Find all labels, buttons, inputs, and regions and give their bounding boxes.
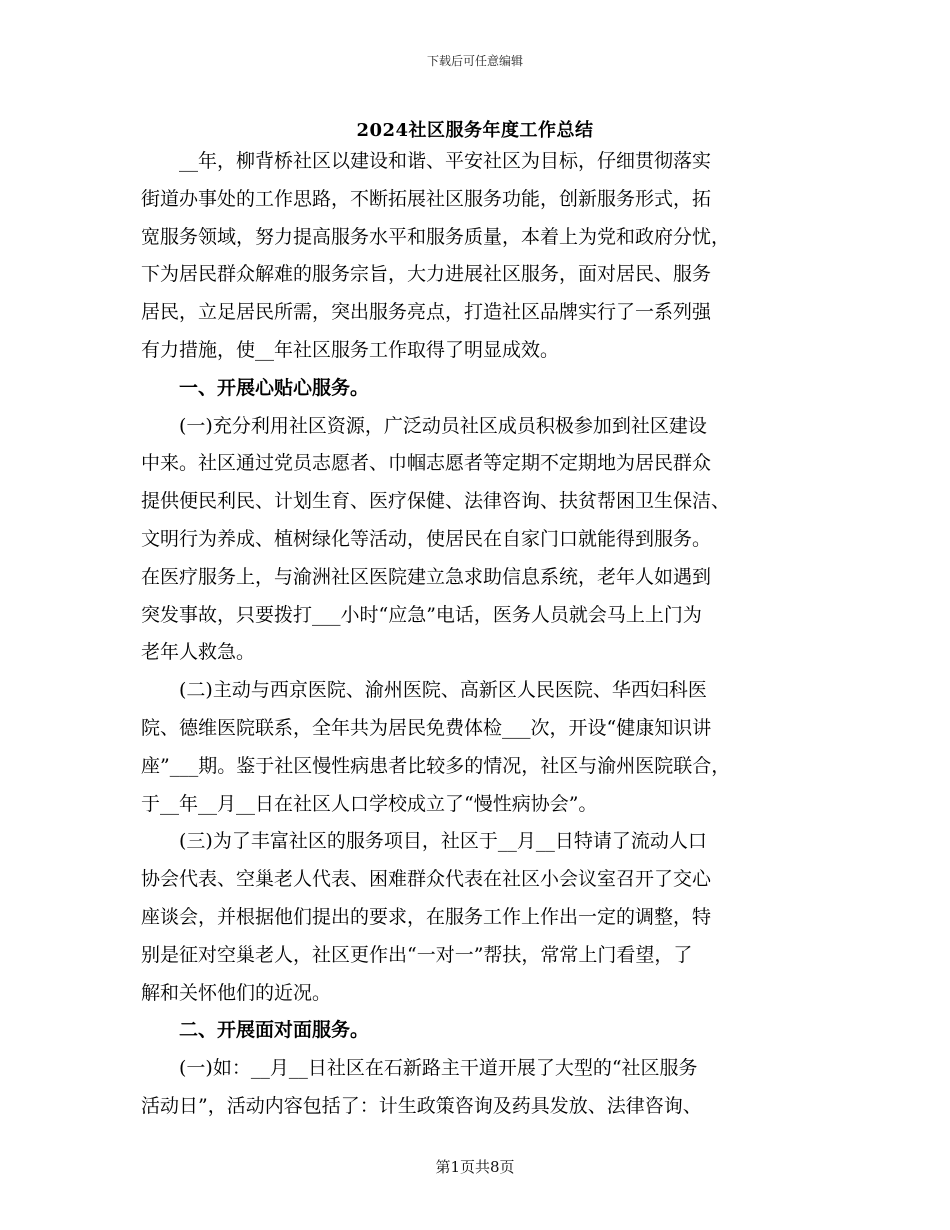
paragraph-line: 街道办事处的工作思路，不断拓展社区服务功能，创新服务形式，拓	[141, 187, 712, 210]
paragraph-line: __年，柳背桥社区以建设和谐、平安社区为目标，仔细贯彻落实	[179, 150, 712, 172]
paragraph-line: 座”___期。鉴于社区慢性病患者比较多的情况，社区与渝州医院联合，	[141, 754, 731, 777]
paragraph-line: 于__年__月__日在社区人口学校成立了“慢性病协会”。	[141, 792, 598, 815]
page-footer: 第1页共8页	[435, 1158, 515, 1176]
paragraph-line: (一)充分利用社区资源，广泛动员社区成员积极参加到社区建设	[179, 414, 707, 437]
paragraph-line: 座谈会，并根据他们提出的要求，在服务工作上作出一定的调整，特	[141, 905, 712, 928]
paragraph-line: 提供便民利民、计划生育、医疗保健、法律咨询、扶贫帮困卫生保洁、	[141, 490, 731, 513]
paragraph-line: 老年人救急。	[141, 641, 256, 664]
paragraph-line: 突发事故，只要拨打___小时“应急”电话，医务人员就会马上上门为	[141, 603, 702, 626]
paragraph-line: 中来。社区通过党员志愿者、巾帼志愿者等定期不定期地为居民群众	[141, 452, 712, 475]
paragraph-line: (二)主动与西京医院、渝州医院、高新区人民医院、华西妇科医	[179, 679, 707, 702]
section-heading: 二、开展面对面服务。	[179, 1019, 370, 1042]
paragraph-line: 院、德维医院联系，全年共为居民免费体检___次，开设“健康知识讲	[141, 716, 712, 739]
document-body	[141, 143, 831, 1126]
section-heading: 一、开展心贴心服务。	[179, 376, 370, 399]
paragraph-line: 协会代表、空巢老人代表、困难群众代表在社区小会议室召开了交心	[141, 868, 712, 891]
document-title: 2024社区服务年度工作总结	[356, 120, 594, 141]
paragraph-line: 居民，立足居民所需，突出服务亮点，打造社区品牌实行了一系列强	[141, 301, 712, 324]
page-header: 下载后可任意编辑	[426, 54, 523, 68]
paragraph-line: 别是征对空巢老人，社区更作出“一对一”帮扶，常常上门看望，了	[141, 943, 693, 966]
paragraph-line: 活动日”，活动内容包括了：计生政策咨询及药具发放、法律咨询、	[141, 1094, 702, 1117]
paragraph-line: 解和关怀他们的近况。	[141, 981, 332, 1004]
paragraph-line: (一)如：__月__日社区在石新路主干道开展了大型的“社区服务	[179, 1057, 698, 1080]
paragraph-line: 在医疗服务上，与渝洲社区医院建立急求助信息系统，老年人如遇到	[141, 565, 712, 588]
paragraph-line: 宽服务领域，努力提高服务水平和服务质量，本着上为党和政府分忧，	[141, 225, 731, 248]
paragraph-line: 有力措施，使__年社区服务工作取得了明显成效。	[141, 338, 560, 361]
paragraph-line: (三)为了丰富社区的服务项目，社区于__月__日特请了流动人口	[179, 830, 707, 853]
paragraph-line: 下为居民群众解难的服务宗旨，大力进展社区服务，面对居民、服务	[141, 263, 712, 286]
paragraph-line: 文明行为养成、植树绿化等活动，使居民在自家门口就能得到服务。	[141, 527, 712, 550]
